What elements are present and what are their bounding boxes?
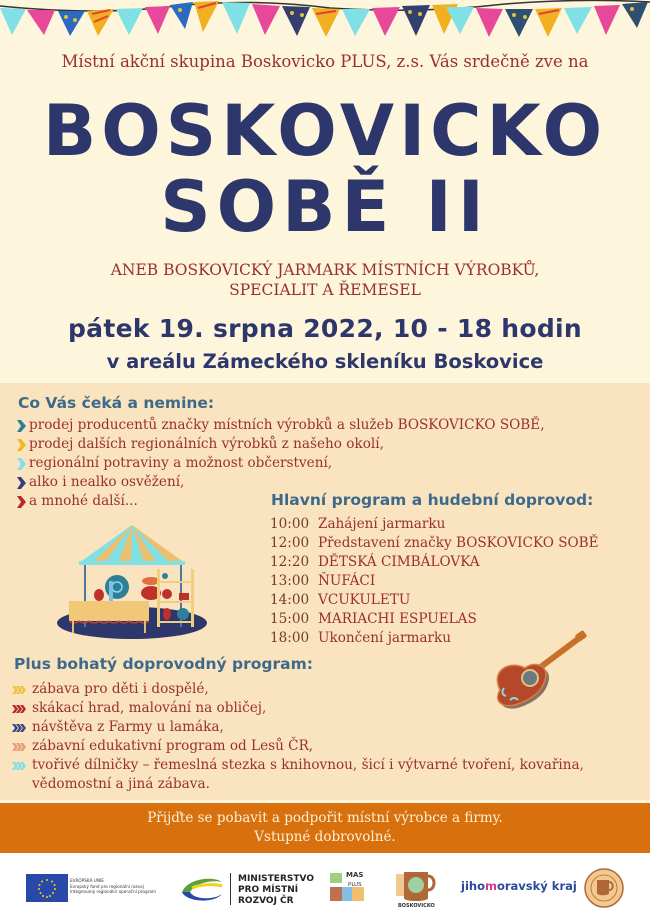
footer-banner bbox=[0, 803, 650, 853]
chevron-right-icon bbox=[17, 458, 26, 470]
eu-flag-icon bbox=[26, 874, 68, 902]
extra-program-heading: Plus bohatý doprovodný program: bbox=[14, 655, 313, 673]
list-item: prodej dalších regionálních výrobků z našeho okolí, bbox=[15, 435, 545, 454]
schedule-row: 12:20 DĚTSKÁ CIMBÁLOVKA bbox=[270, 554, 480, 570]
triple-chevron-icon bbox=[12, 762, 27, 770]
expect-heading: Co Vás čeká a nemine: bbox=[18, 394, 215, 412]
schedule-row: 15:00 MARIACHI ESPUELAS bbox=[270, 611, 477, 627]
mas-plus-logo bbox=[328, 869, 368, 905]
logo-divider bbox=[230, 873, 231, 905]
schedule-list bbox=[270, 515, 599, 648]
title-line-2: SOBĚ II bbox=[160, 166, 490, 248]
schedule-row: 13:00 ŇUFÁCI bbox=[270, 573, 376, 589]
chevron-right-icon bbox=[17, 496, 26, 508]
svg-text:PLUS: PLUS bbox=[348, 882, 362, 888]
eu-logo-text: EVROPSKÁ UNIE Evropský fond pro regionální rozvoj Integrovaný regionální operační program bbox=[70, 878, 156, 894]
schedule-row: 18:00 Ukončení jarmarku bbox=[270, 630, 452, 646]
list-item: alko i nealko osvěžení, bbox=[15, 473, 545, 492]
list-item-continuation: vědomostní a jiná zábava. bbox=[32, 776, 210, 792]
list-item: regionální potraviny a možnost občerstvení, bbox=[15, 454, 545, 473]
list-item: návštěva z Farmy u lamáka, bbox=[12, 718, 584, 737]
event-venue: v areálu Zámeckého skleníku Boskovice bbox=[106, 350, 544, 373]
schedule-row: 10:00 Zahájení jarmarku bbox=[270, 516, 446, 532]
triple-chevron-icon bbox=[12, 686, 27, 694]
subtitle bbox=[0, 260, 650, 300]
market-stall-illustration bbox=[55, 523, 210, 641]
jmk-logo: jihomoravský kraj bbox=[461, 879, 577, 893]
list-item: a mnohé další... bbox=[15, 492, 545, 511]
mmr-logo-text: MINISTERSTVO PRO MÍSTNÍ ROZVOJ ČR bbox=[238, 874, 314, 906]
svg-text:MAS: MAS bbox=[346, 871, 364, 879]
list-item: prodej producentů značky místních výrobků a služeb BOSKOVICKO SOBĚ, bbox=[15, 416, 545, 435]
mmr-logo-icon bbox=[178, 874, 226, 904]
title-line-1: BOSKOVICKO bbox=[42, 90, 608, 172]
schedule-row: 14:00 VCUKULETU bbox=[270, 592, 411, 608]
subtitle-line-1: ANEB BOSKOVICKÝ JARMARK MÍSTNÍCH VÝROBKŮ, bbox=[110, 261, 540, 279]
subtitle-line-2: SPECIALIT A ŘEMESEL bbox=[229, 281, 421, 299]
schedule-row: 12:00 Představení značky BOSKOVICKO SOBĚ bbox=[270, 535, 599, 551]
event-date: pátek 19. srpna 2022, 10 - 18 hodin bbox=[67, 314, 583, 343]
list-item: zábava pro děti i dospělé, bbox=[12, 680, 584, 699]
banner-line-2: Vstupné dobrovolné. bbox=[254, 829, 396, 845]
list-item: skákací hrad, malování na obličej, bbox=[12, 699, 584, 718]
chevron-right-icon bbox=[17, 439, 26, 451]
boskovicko-sobe-logo bbox=[394, 868, 440, 910]
regional-brand-seal bbox=[584, 868, 624, 908]
bunting-decoration bbox=[0, 0, 650, 40]
svg-text:BOSKOVICKO: BOSKOVICKO bbox=[398, 903, 435, 909]
triple-chevron-icon bbox=[12, 705, 27, 713]
list-item: tvořivé dílničky – řemeslná stezka s knihovnou, šicí i výtvarné tvoření, kovařina, bbox=[12, 756, 584, 775]
chevron-right-icon bbox=[17, 420, 26, 432]
program-heading: Hlavní program a hudební doprovod: bbox=[271, 491, 594, 509]
chevron-right-icon bbox=[17, 477, 26, 489]
banner-line-1: Přijďte se pobavit a podpořit místní výrobce a firmy. bbox=[147, 810, 503, 826]
extra-program-list bbox=[12, 680, 584, 794]
intro-text: Místní akční skupina Boskovicko PLUS, z.s. Vás srdečně zve na bbox=[61, 52, 589, 71]
triple-chevron-icon bbox=[12, 743, 27, 751]
triple-chevron-icon bbox=[12, 724, 27, 732]
list-item: zábavní edukativní program od Lesů ČR, bbox=[12, 737, 584, 756]
